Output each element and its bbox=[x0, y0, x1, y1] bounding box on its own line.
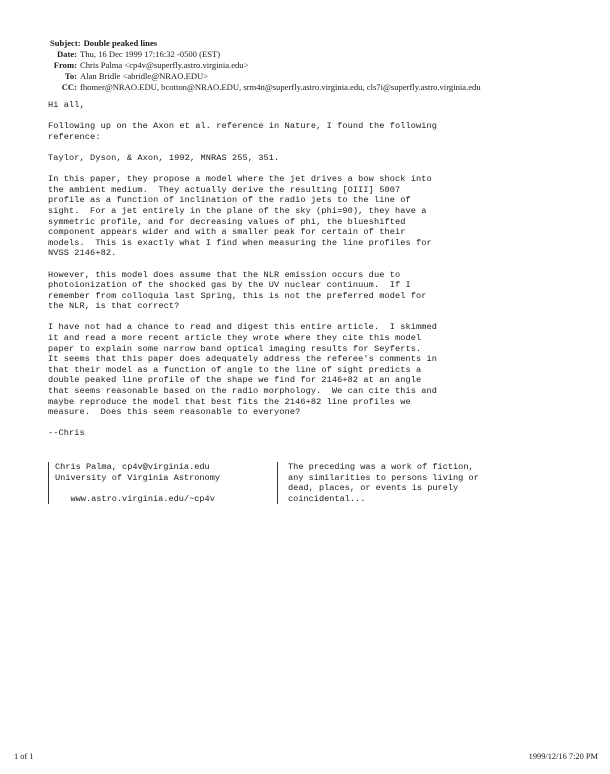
email-headers bbox=[44, 38, 584, 93]
sign-off: --Chris bbox=[48, 428, 85, 439]
from-row bbox=[44, 60, 584, 71]
body-paragraph-summary: I have not had a chance to read and digest this entire article. I skimmed it and read a more recent article they wrote where they cite this model paper to explain some narrow band optical imaging results for Seyferts. It seems that this paper does adequately address the referee's comments in that their model as a function of angle to the line of sight predicts a double peaked line profile of the shape we find for 2146+82 at an angle that seems reasonable based on the radio morphology. We can cite this and maybe reproduce the model that best fits the 2146+82 line profiles we measure. Does this seem reasonable to everyone? bbox=[48, 322, 438, 418]
from-value: Chris Palma <cp4v@superfly.astro.virginia.edu> bbox=[80, 60, 249, 70]
to-label: To: bbox=[64, 71, 77, 81]
disclaimer-line-2: any similarities to persons living or bbox=[288, 472, 479, 483]
cc-value: fhomer@NRAO.EDU, bcotton@NRAO.EDU, srm4n@superfly.astro.virginia.edu, cls7i@superfly.astro.virginia.edu bbox=[80, 82, 481, 92]
reference-citation: Taylor, Dyson, & Axon, 1992, MNRAS 255, 351. bbox=[48, 152, 280, 163]
date-value: Thu, 16 Dec 1999 17:16:32 -0500 (EST) bbox=[80, 49, 221, 59]
disclaimer-line-3: dead, places, or events is purely bbox=[288, 483, 459, 494]
signature-name: Chris Palma, cp4v@virginia.edu bbox=[48, 462, 278, 473]
from-label: From: bbox=[53, 60, 77, 70]
signature-url: www.astro.virginia.edu/~cp4v bbox=[48, 494, 278, 505]
disclaimer-line-1: The preceding was a work of fiction, bbox=[288, 462, 474, 472]
subject-value: Double peaked lines bbox=[83, 38, 158, 48]
to-row bbox=[44, 71, 584, 82]
greeting: Hi all, bbox=[48, 100, 85, 110]
body-paragraph-assumption: However, this model does assume that the NLR emission occurs due to photoionization of the shocked gas by the UV nuclear continuum. If I remember from colloquia last Spring, this is not the preferred model for the NLR, is that correct? bbox=[48, 269, 427, 312]
date-row bbox=[44, 49, 584, 60]
date-label: Date: bbox=[56, 49, 77, 59]
signature-affiliation: University of Virginia Astronomy bbox=[48, 473, 278, 484]
body-paragraph-intro: Following up on the Axon et al. reference in Nature, I found the following reference: bbox=[48, 121, 438, 142]
signature-block bbox=[48, 462, 568, 504]
subject-row bbox=[44, 38, 584, 49]
signature-blank bbox=[48, 483, 278, 494]
body-paragraph-model: In this paper, they propose a model where the jet drives a bow shock into the ambient medium. They actually derive the resulting [OIII] 5007 profile as a function of inclination of the radio jets to the line of sight. For a jet entirely in the plane of the sky (phi=90), they have a symmetric profile, and for decreasing values of phi, the blueshifted component appears wider and with a smaller peak for certain of their models. This is exactly what I find when measuring the line profiles for NVSS 2146+82. bbox=[48, 174, 432, 259]
cc-row bbox=[44, 82, 584, 93]
cc-label: CC: bbox=[61, 82, 77, 92]
subject-label: Subject: bbox=[50, 38, 81, 48]
page-number: 1 of 1 bbox=[14, 752, 34, 761]
print-timestamp: 1999/12/16 7:20 PM bbox=[528, 752, 598, 761]
disclaimer-line-4: coincidental... bbox=[288, 493, 366, 504]
email-body bbox=[48, 100, 588, 450]
to-value: Alan Bridle <abridle@NRAO.EDU> bbox=[80, 71, 209, 81]
